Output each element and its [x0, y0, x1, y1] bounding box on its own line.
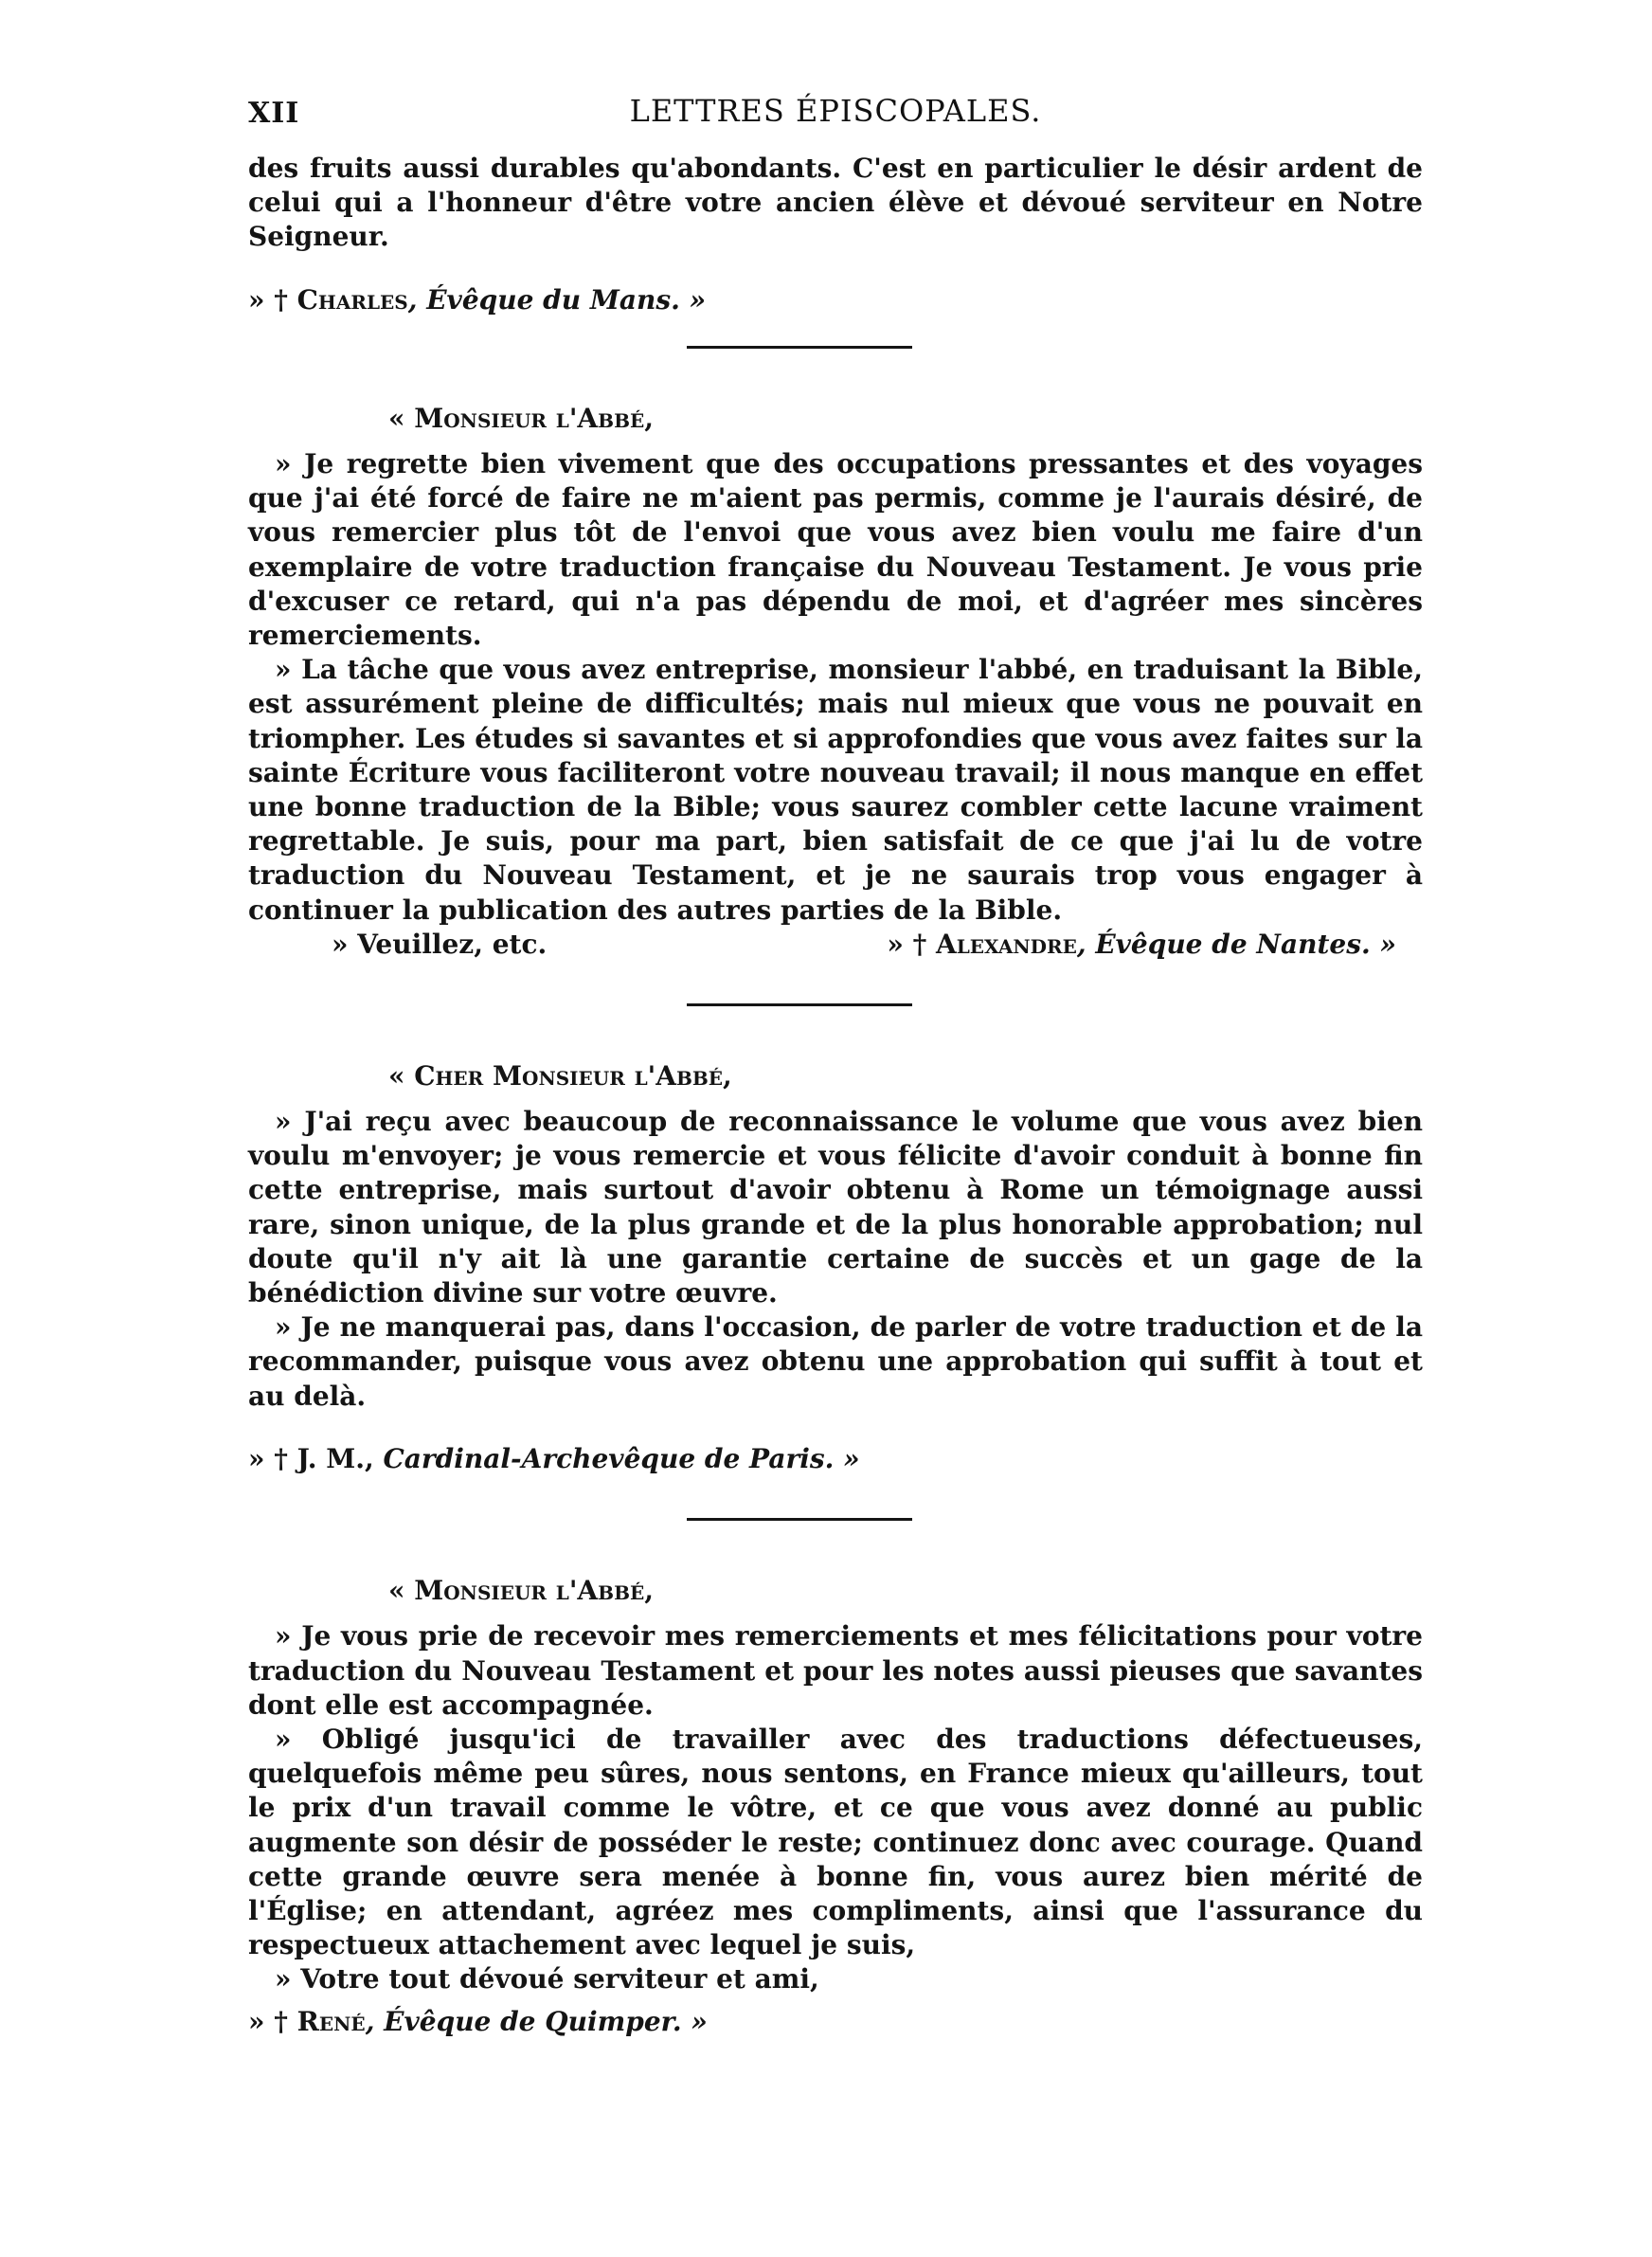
letter2-closing-row	[248, 928, 1423, 962]
section-divider	[687, 1003, 912, 1006]
letter2-signature-name: Alexandre	[935, 928, 1077, 960]
letter3-paragraph: » J'ai reçu avec beaucoup de reconnaissance le volume que vous avez bien voulu m'envoyer; je vous remercie et vous félicite d'avoir conduit à bonne fin cette entreprise, mais surtout d'avoir obtenu à Rome un témoignage aussi rare, sinon unique, de la plus grande et de la plus honorable approbation; nul doute qu'il n'y ait là une garantie certaine de succès et un gage de la bénédiction divine sur votre œuvre.	[248, 1106, 1423, 1309]
letter1-signature	[248, 283, 1423, 317]
letter3-paragraph: » Je ne manquerai pas, dans l'occasion, de parler de votre traduction et de la recommander, puisque vous avez obtenu une approbation qui suffit à tout et au delà.	[248, 1311, 1423, 1412]
page-header	[248, 93, 1423, 138]
letter1-continuation: des fruits aussi durables qu'abondants. C'est en particulier le désir ardent de celui qui a l'honneur d'être votre ancien élève et dévoué serviteur en Notre Seigneur.	[248, 153, 1423, 253]
letter4-salutation: « Monsieur l'Abbé,	[388, 1575, 654, 1607]
body-text	[248, 152, 1423, 2039]
letter3-salutation: « Cher Monsieur l'Abbé,	[388, 1059, 732, 1092]
letter1-signature-name: Charles	[296, 283, 408, 316]
letter4-paragraph: » Je vous prie de recevoir mes remerciements et mes félicitations pour votre traduction du Nouveau Testament et pour les notes aussi pieuses que savantes dont elle est accompagnée.	[248, 1620, 1423, 1721]
letter2-signature	[887, 928, 1396, 962]
letter2-salutation: « Monsieur l'Abbé,	[388, 402, 654, 434]
letter4-signature-prefix: » †	[248, 2005, 297, 2037]
section-divider	[687, 1518, 912, 1521]
letter4-signature	[248, 2005, 1423, 2039]
running-title: LETTRES ÉPISCOPALES.	[629, 93, 1042, 129]
letter4-paragraph: » Obligé jusqu'ici de travailler avec des traductions défectueuses, quelquefois même peu sûres, nous sentons, en France mieux qu'ailleurs, tout le prix d'un travail comme le vôtre, et ce que vous avez donné au public augmente son désir de posséder le reste; continuez donc avec courage. Quand cette grande œuvre sera menée à bonne fin, vous aurez bien mérité de l'Église; en attendant, agréez mes compliments, ainsi que l'assurance du respectueux attachement avec lequel je suis,	[248, 1723, 1423, 1961]
letter3-signature-title: Cardinal-Archevêque de Paris. »	[383, 1442, 860, 1474]
letter2-signature-prefix: » †	[887, 928, 936, 960]
letter4-paragraph: » Votre tout dévoué serviteur et ami,	[275, 1963, 819, 1995]
page-number: XII	[248, 97, 300, 130]
letter3-signature-prefix: » † J. M.,	[248, 1442, 384, 1474]
letter2-paragraph: » La tâche que vous avez entreprise, monsieur l'abbé, en traduisant la Bible, est assurément pleine de difficultés; mais nul mieux que vous ne pouvait en triompher. Les études si savantes et si approfondies que vous avez faites sur la sainte Écriture vous faciliteront votre nouveau travail; il nous manque en effet une bonne traduction de la Bible; vous saurez combler cette lacune vraiment regrettable. Je suis, pour ma part, bien satisfait de ce que j'ai lu de votre traduction du Nouveau Testament, et je ne saurais trop vous engager à continuer la publication des autres parties de la Bible.	[248, 654, 1423, 926]
letter2-closing: » Veuillez, etc.	[332, 928, 548, 960]
letter4-signature-title: , Évêque de Quimper. »	[365, 2005, 708, 2037]
letter2-paragraph: » Je regrette bien vivement que des occupations pressantes et des voyages que j'ai été forcé de faire ne m'aient pas permis, comme je l'aurais désiré, de vous remercier plus tôt de l'envoi que vous avez bien voulu me faire d'un exemplaire de votre traduction française du Nouveau Testament. Je vous prie d'excuser ce retard, qui n'a pas dépendu de moi, et d'agréer mes sincères remerciements.	[248, 448, 1423, 652]
letter4-signature-name: René	[296, 2005, 366, 2037]
section-divider	[687, 346, 912, 349]
letter1-signature-title: , Évêque du Mans. »	[407, 283, 707, 316]
letter2-signature-title: , Évêque de Nantes. »	[1076, 928, 1396, 960]
letter3-signature	[248, 1442, 1423, 1476]
letter1-signature-prefix: » †	[248, 283, 297, 316]
